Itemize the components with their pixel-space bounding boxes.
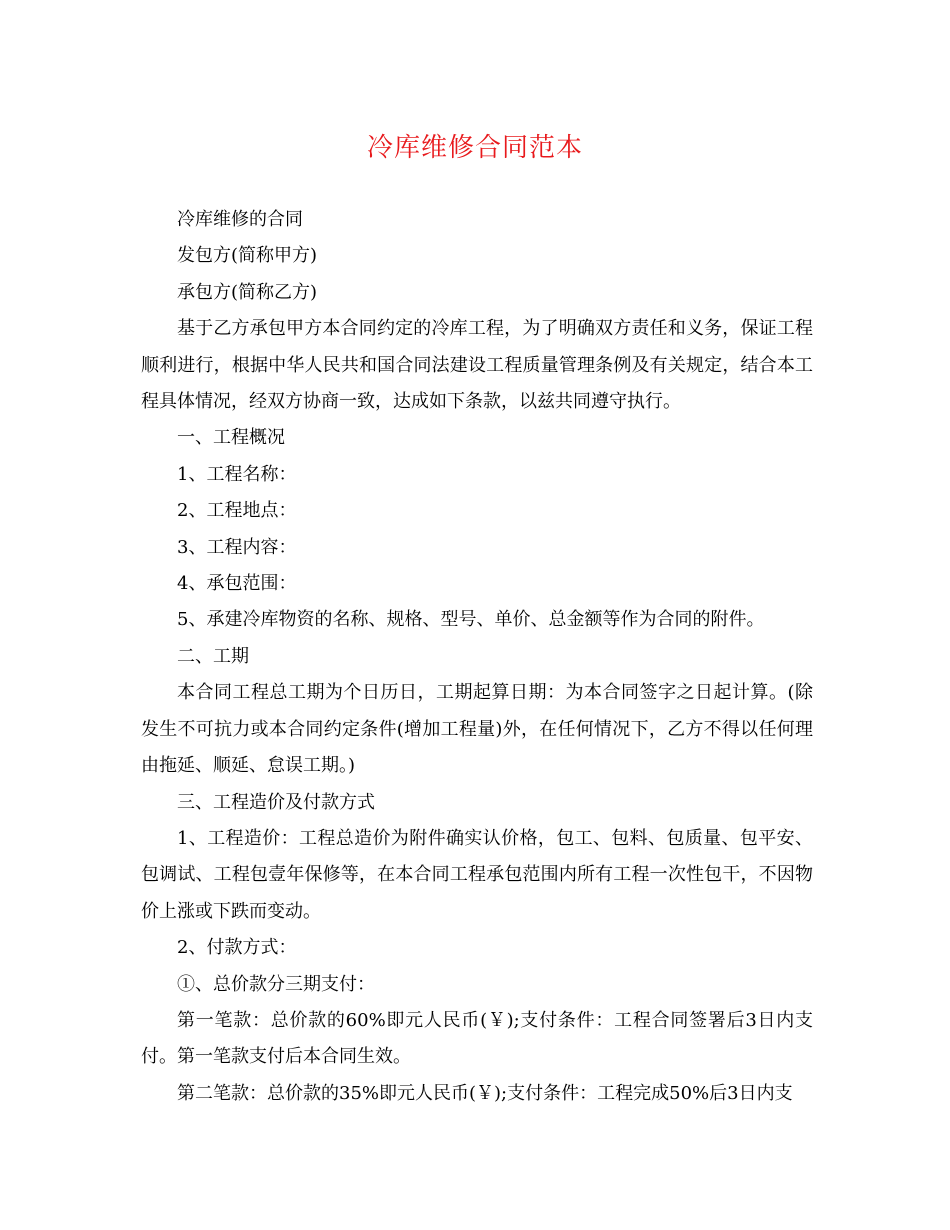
paragraph-preamble: 基于乙方承包甲方本合同约定的冷库工程，为了明确双方责任和义务，保证工程顺利进行，根据中华人民共和国合同法建设工程质量管理条例及有关规定，结合本工程具体情况，经双方协商一致，达成如下条款，以兹共同遵守执行。 (141, 318, 813, 413)
page-title: 冷库维修合同范本 (366, 133, 583, 163)
section-heading-overview: 一、工程概况 (177, 427, 285, 449)
document-body (141, 202, 813, 1112)
section-heading-cost-payment: 三、工程造价及付款方式 (177, 791, 375, 813)
section-heading-schedule: 二、工期 (177, 645, 249, 667)
paragraph-project-location: 2、工程地点： (177, 500, 297, 522)
paragraph-contract-scope: 4、承包范围： (177, 573, 297, 595)
paragraph-project-name: 1、工程名称： (177, 463, 297, 485)
paragraph-party-a: 发包方(简称甲方) (177, 245, 318, 267)
paragraph-project-cost: 1、工程造价：工程总造价为附件确实认价格，包工、包料、包质量、包平安、包调试、工程包壹年保修等，在本合同工程承包范围内所有工程一次性包干，不因物价上涨或下跌而变动。 (141, 827, 813, 922)
paragraph-subtitle: 冷库维修的合同 (177, 209, 303, 230)
paragraph-three-installments: ①、总价款分三期支付： (177, 973, 375, 995)
paragraph-schedule-terms: 本合同工程总工期为个日历日，工期起算日期：为本合同签字之日起计算。(除发生不可抗力或本合同约定条件(增加工程量)外，在任何情况下，乙方不得以任何理由拖延、顺延、怠误工期。) (141, 682, 813, 777)
paragraph-materials-appendix: 5、承建冷库物资的名称、规格、型号、单价、总金额等作为合同的附件。 (177, 609, 765, 631)
paragraph-payment-method: 2、付款方式： (177, 937, 297, 959)
paragraph-second-payment: 第二笔款：总价款的35%即元人民币(￥);支付条件：工程完成50%后3日内支 (177, 1082, 793, 1104)
paragraph-party-b: 承包方(简称乙方) (177, 281, 318, 303)
paragraph-first-payment: 第一笔款：总价款的60%即元人民币(￥);支付条件：工程合同签署后3日内支付。第一笔款支付后本合同生效。 (141, 1009, 813, 1068)
paragraph-project-content: 3、工程内容： (177, 536, 297, 558)
